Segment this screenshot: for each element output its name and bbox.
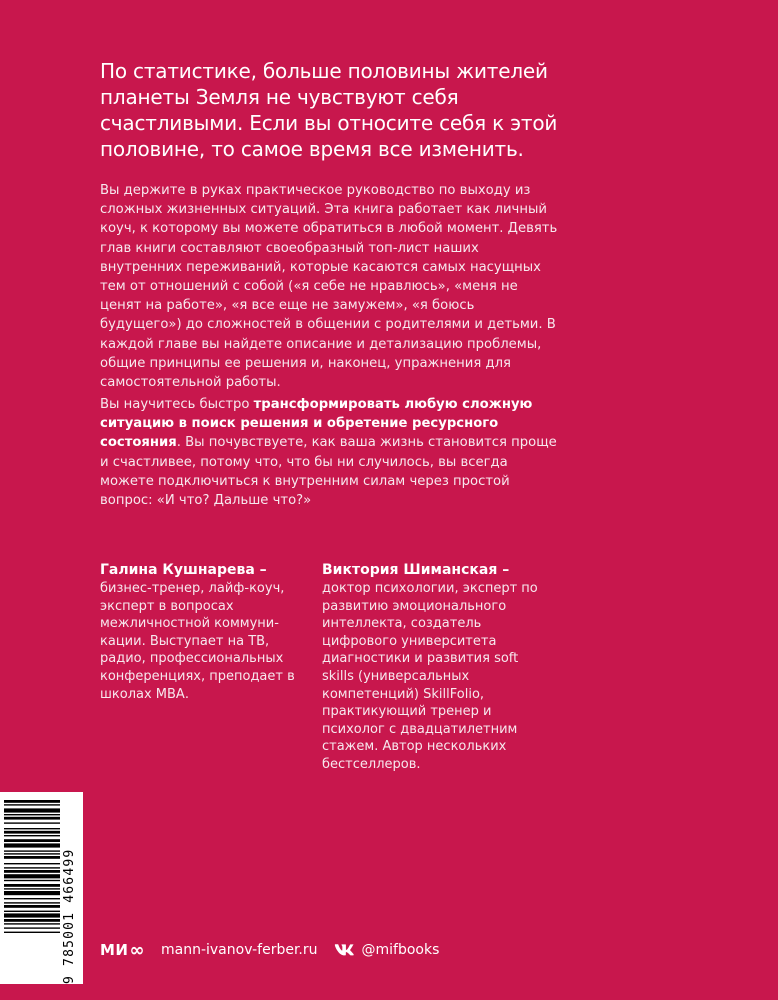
barcode-bar bbox=[4, 863, 60, 864]
barcode-bar bbox=[4, 814, 60, 815]
barcode-bar bbox=[4, 835, 60, 836]
barcode-bar bbox=[4, 880, 60, 881]
barcode-bar bbox=[4, 927, 60, 928]
barcode-bar bbox=[4, 808, 60, 812]
barcode-bar bbox=[4, 932, 60, 933]
author-bio-shimanskaya bbox=[322, 562, 542, 774]
benefit-paragraph bbox=[100, 395, 560, 510]
benefit-text-end: . Вы почувствуете, как ваша жизнь становится проще и счастливее, потому что, что бы ни случилось, вы всегда можете подключиться к внутренним силам через простой вопрос: «И что? Дальше что?» bbox=[100, 435, 557, 509]
barcode-bar bbox=[4, 817, 60, 820]
barcode-bar bbox=[4, 822, 60, 823]
description-paragraph: Вы держите в руках практическое руководство по выходу из сложных жизненных ситуаций. Эта книга работает как личный коуч, к которому вы можете обратиться в любой момент. Девять глав книги составляют своеобразный топ-лист наших внутренних переживаний, которые касаются самых насущных тем от отношений с собой («я себе не нравлюсь», «меня не ценят на работе», «я все еще не замужем», «я боюсь будущего») до сложностей в общении с родителями и детьми. В каждой главе вы найдете описание и детализацию проблемы, общие принципы ее решения и, наконец, упражнения для самостоятельной работы. bbox=[100, 183, 558, 391]
barcode-bar bbox=[4, 891, 60, 895]
infinity-icon: ∞ bbox=[129, 939, 145, 961]
barcode-bar bbox=[4, 884, 60, 887]
barcode-bar bbox=[4, 843, 60, 847]
vk-icon[interactable] bbox=[334, 944, 354, 956]
isbn-digits: 9 785001 466499 bbox=[62, 848, 77, 984]
lead-paragraph: По статистике, больше половины жителей планеты Земля не чувствуют себя счастливыми. Если вы относите себя к этой половине, то самое время все изменить. bbox=[100, 59, 558, 161]
isbn-barcode bbox=[0, 792, 83, 984]
author-name: Виктория Шиманская – bbox=[322, 562, 510, 578]
author-bio: доктор психологии, эксперт по развитию эмоционального интеллекта, создатель цифрового университета диагностики и развития soft skills (универсальных компетенций) SkillFolio, практикующий тренер и психолог с двадцатилетним стажем. Автор нескольких бестселлеров. bbox=[322, 581, 538, 772]
barcode-bar bbox=[4, 800, 60, 803]
benefit-text-bold: трансформировать любую сложную ситуацию в поиск решения и обретение ресурсного состояния bbox=[100, 397, 533, 451]
logo-text: МИ bbox=[100, 941, 129, 959]
barcode-bar bbox=[4, 923, 60, 924]
publisher-logo bbox=[100, 940, 145, 961]
barcode-bar bbox=[4, 804, 60, 805]
barcode-bar bbox=[4, 898, 60, 899]
author-bio-kushnareva bbox=[100, 562, 300, 703]
author-name: Галина Кушнарева – bbox=[100, 562, 267, 578]
barcode-bar bbox=[4, 856, 60, 859]
barcode-bar bbox=[4, 850, 60, 851]
barcode-bar bbox=[4, 874, 60, 878]
barcode-bar bbox=[4, 839, 60, 842]
barcode-bar bbox=[4, 902, 60, 903]
social-handle[interactable]: @mifbooks bbox=[361, 942, 440, 958]
author-bio: бизнес-тренер, лайф-коуч, эксперт в вопросах межличностной коммуни-кации. Выступает на ТВ, радио, профессиональных конференциях, преподает в школах МВА. bbox=[100, 581, 295, 702]
barcode-bar bbox=[4, 853, 60, 854]
barcode-bar bbox=[4, 888, 60, 889]
barcode-bar bbox=[4, 870, 60, 873]
barcode-bar bbox=[4, 911, 60, 912]
barcode-bar bbox=[4, 905, 60, 908]
barcode-bar bbox=[4, 913, 60, 917]
barcode-bar bbox=[4, 919, 60, 922]
barcode-bar bbox=[4, 867, 60, 868]
website-link[interactable]: mann-ivanov-ferber.ru bbox=[160, 942, 318, 958]
benefit-text-start: Вы научитесь быстро bbox=[100, 397, 254, 412]
barcode-bar bbox=[4, 828, 60, 829]
footer bbox=[100, 938, 439, 962]
barcode-bar bbox=[4, 831, 60, 834]
